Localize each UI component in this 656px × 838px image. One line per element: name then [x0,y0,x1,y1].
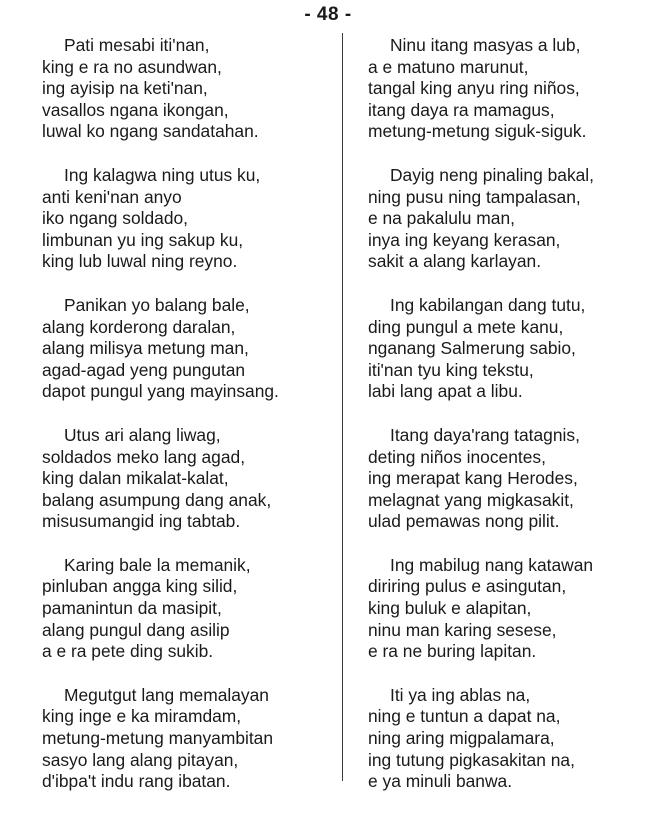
verse-line: ulad pemawas nong pilit. [368,511,560,532]
stanza [368,295,650,403]
verse-line: vasallos ngana ikongan, [42,99,229,120]
stanza [368,35,650,143]
verse-line: Ing kalagwa ning utus ku, [64,164,261,185]
verse-line: ning aring migpalamara, [368,728,555,749]
stanza [368,685,650,793]
verse-line: dapot pungul yang mayinsang. [42,381,279,402]
verse-line: ing ayisip na keti'nan, [42,78,208,99]
verse-line: Dayig neng pinaling bakal, [390,164,595,185]
verse-line: metung-metung siguk-siguk. [368,121,587,142]
stanza [42,685,334,793]
column-divider [342,33,343,781]
verse-line: Megutgut lang memalayan [64,684,269,705]
verse-line: iko ngang soldado, [42,208,189,229]
verse-line: Pati mesabi iti'nan, [64,35,210,55]
verse-line: metung-metung manyambitan [42,728,274,749]
verse-line: luwal ko ngang sandatahan. [42,121,259,142]
verse-line: Karing bale la memanik, [64,554,251,575]
verse-line: soldados meko lang agad, [42,446,246,467]
verse-line: king buluk e alapitan, [368,598,532,619]
verse-line: Ing mabilug nang katawan [390,554,594,575]
verse-line: Iti ya ing ablas na, [390,684,531,705]
verse-line: alang milisya metung man, [42,338,249,359]
verse-line: king dalan mikalat-kalat, [42,468,229,489]
stanza [42,35,334,143]
verse-line: Ninu itang masyas a lub, [390,35,581,55]
verse-line: Itang daya'rang tatagnis, [390,424,580,445]
verse-line: balang asumpung dang anak, [42,489,272,510]
verse-line: Utus ari alang liwag, [64,424,221,445]
verse-line: pinluban angga king silid, [42,576,238,597]
verse-line: alang pungul dang asilip [42,619,230,640]
verse-line: d'ibpa't indu rang ibatan. [42,771,231,792]
verse-line: inya ing keyang kerasan, [368,229,561,250]
verse-line: king inge e ka miramdam, [42,706,242,727]
verse-line: diriring pulus e asingutan, [368,576,567,597]
verse-line: a e matuno marunut, [368,56,529,77]
stanza [368,165,650,273]
verse-line: ing tutung pigkasakitan na, [368,749,575,770]
verse-line: deting niños inocentes, [368,446,546,467]
stanza [42,165,334,273]
verse-line: sasyo lang alang pitayan, [42,749,239,770]
verse-line: a e ra pete ding sukib. [42,641,214,662]
verse-line: limbunan yu ing sakup ku, [42,229,244,250]
verse-line: agad-agad yeng pungutan [42,359,246,380]
verse-line: sakit a alang karlayan. [368,251,542,272]
verse-line: king e ra no asundwan, [42,56,222,77]
verse-line: ning e tuntun a dapat na, [368,706,561,727]
verse-line: ning pusu ning tampalasan, [368,186,581,207]
left-column [42,35,334,815]
verse-line: ninu man karing sesese, [368,619,557,640]
stanza [42,555,334,663]
verse-line: labi lang apat a libu. [368,381,523,402]
verse-line: iti'nan tyu king tekstu, [368,359,534,380]
verse-line: e ra ne buring lapitan. [368,641,537,662]
verse-line: alang korderong daralan, [42,316,236,337]
verse-line: misusumangid ing tabtab. [42,511,241,532]
stanza [42,295,334,403]
verse-line: ding pungul a mete kanu, [368,316,564,337]
verse-line: anti keni'nan anyo [42,186,182,207]
right-column [368,35,650,815]
verse-line: king lub luwal ning reyno. [42,251,238,272]
verse-line: ing merapat kang Herodes, [368,468,578,489]
verse-line: tangal king anyu ring niños, [368,78,580,99]
verse-line: e na pakalulu man, [368,208,515,229]
stanza [368,555,650,663]
verse-line: nganang Salmerung sabio, [368,338,576,359]
stanza [368,425,650,533]
verse-line: Panikan yo balang bale, [64,294,250,315]
verse-line: e ya minuli banwa. [368,771,513,792]
stanza [42,425,334,533]
verse-line: Ing kabilangan dang tutu, [390,294,586,315]
verse-line: itang daya ra mamagus, [368,99,555,120]
verse-line: pamanintun da masipit, [42,598,222,619]
verse-line: melagnat yang migkasakit, [368,489,574,510]
page-number: - 48 - [304,4,352,25]
